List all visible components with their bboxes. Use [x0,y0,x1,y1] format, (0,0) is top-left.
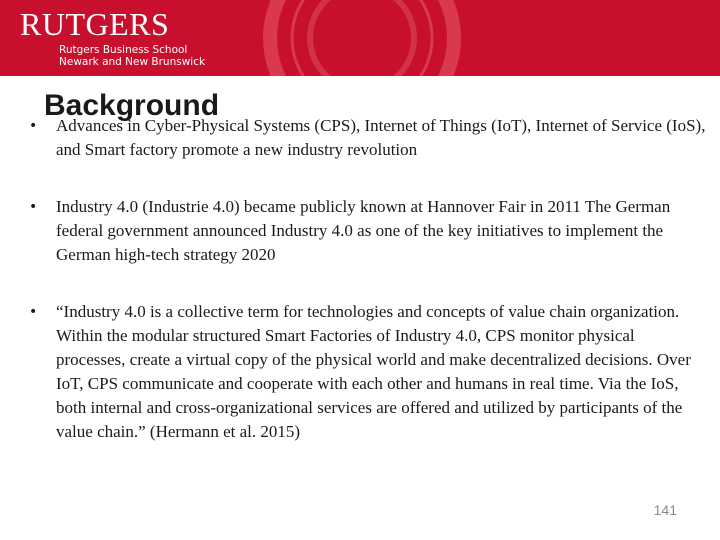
slide-title: Background [44,89,220,122]
bullet-text: “Industry 4.0 is a collective term for technologies and concepts of value chain organization. Within the modular structured Smart Factories of Industry 4.0, CPS monitor physical processes, create a virtual copy of the physical world and make decentralized decisions. Over IoT, CPS communicate and cooperate with each other and humans in real time. Via the IoS, both internal and cross-organizational services are offered and utilized by participants of the value chain.” (Hermann et al. 2015) [56,302,691,441]
rutgers-logo: RUTGERS [20,6,170,42]
rutgers-seal-watermark-icon [262,0,462,76]
bullet-item [29,114,706,162]
bullet-dot-icon: • [29,199,38,215]
rutgers-header-banner [0,0,720,76]
bullet-item [29,300,706,444]
bullet-item [29,195,706,267]
campus-name: Newark and New Brunswick [59,56,206,68]
bullet-dot-icon: • [29,304,38,320]
bullet-text: Industry 4.0 (Industrie 4.0) became publicly known at Hannover Fair in 2011 The German federal government announced Industry 4.0 as one of the key initiatives to implement the German high-tech strategy 2020 [56,197,671,264]
page-number: 141 [653,502,677,518]
school-name: Rutgers Business School [59,44,188,56]
bullet-text: Advances in Cyber-Physical Systems (CPS), Internet of Things (IoT), Internet of Service (IoS), and Smart factory promote a new industry revolution [56,116,706,159]
bullet-dot-icon: • [29,118,38,134]
